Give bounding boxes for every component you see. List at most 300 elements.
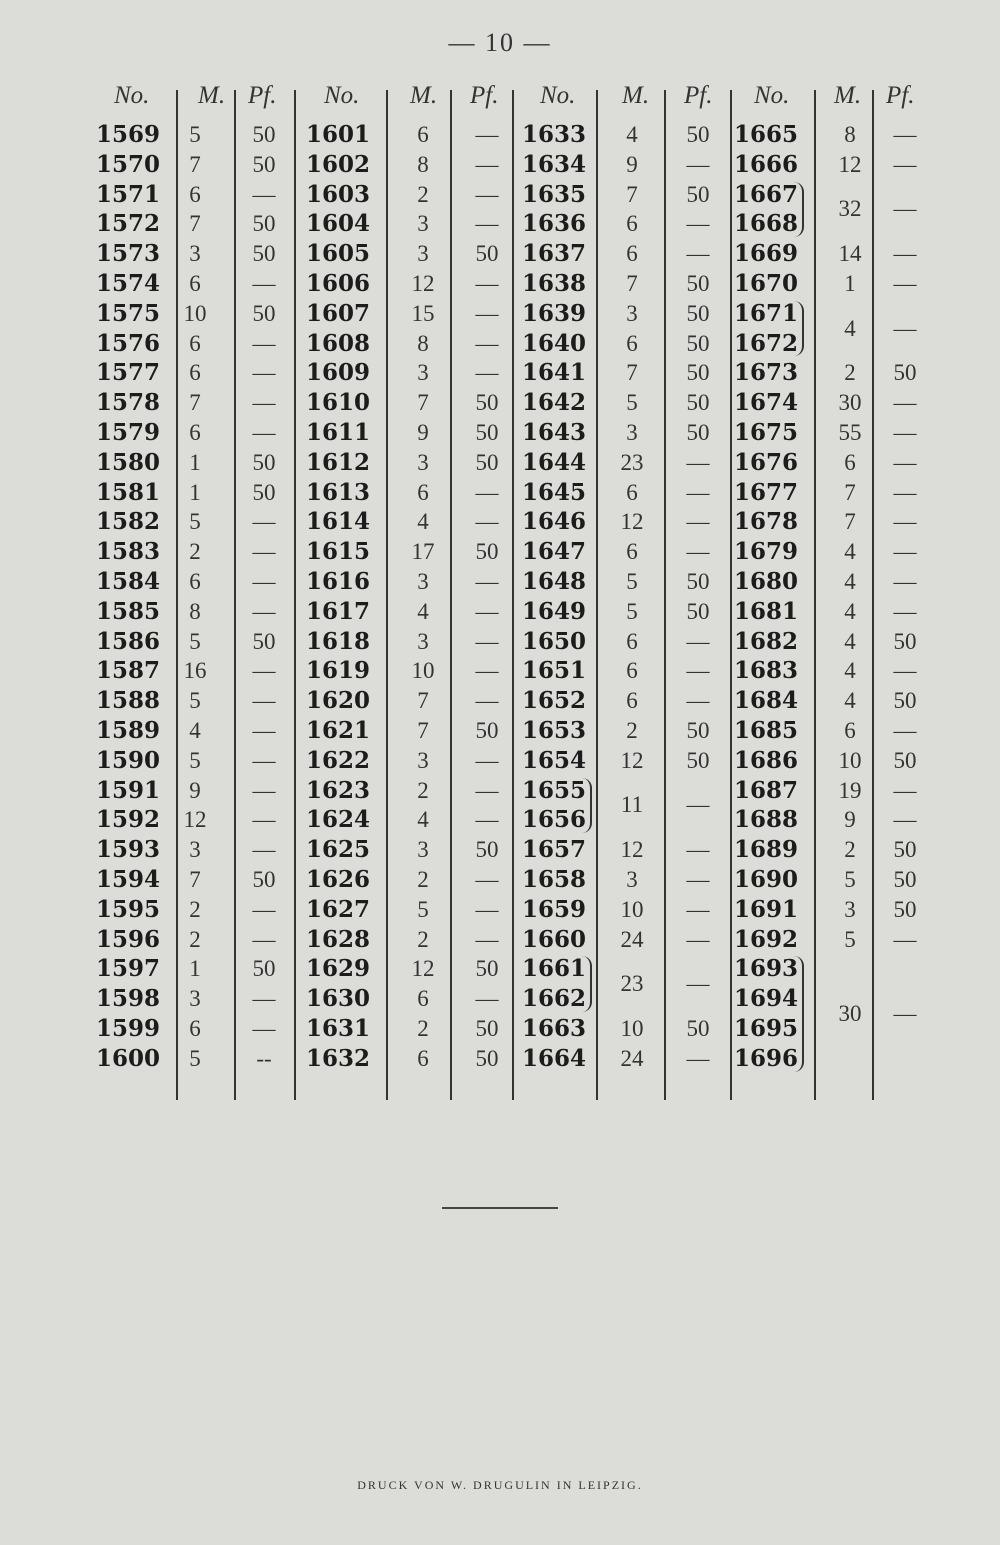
- marks-value: 5: [844, 867, 856, 892]
- pfennig-value: 50: [475, 956, 499, 982]
- marks-value: 6: [189, 420, 201, 445]
- pfennig-value: 50: [252, 211, 276, 237]
- entry-number: 1651: [521, 657, 586, 685]
- marks-value: 23: [620, 449, 644, 475]
- pfennig-value: —: [252, 181, 276, 207]
- pfennig-value: 50: [252, 300, 276, 326]
- column-rule: [294, 90, 296, 1100]
- entry-number: 1658: [521, 866, 586, 893]
- column-rule: [450, 90, 452, 1100]
- pfennig-value: —: [252, 509, 276, 535]
- marks-value: 6: [626, 479, 638, 505]
- entry-number: 1635: [521, 180, 586, 208]
- marks-value: 2: [626, 718, 638, 743]
- marks-value: 2: [417, 777, 429, 803]
- entry-number: 1661: [521, 955, 586, 983]
- entry-number: 1645: [521, 478, 586, 506]
- entry-number: 1634: [521, 150, 586, 178]
- pfennig-value: —: [475, 777, 499, 803]
- marks-value: 10: [838, 747, 862, 773]
- entry-number: 1642: [521, 389, 586, 417]
- marks-value: 55: [838, 420, 862, 445]
- entry-number: 1624: [305, 806, 370, 834]
- marks-value: 4: [844, 539, 856, 565]
- entry-number: 1592: [95, 806, 160, 834]
- pfennig-value: —: [475, 151, 499, 177]
- entry-number: 1639: [521, 299, 586, 327]
- marks-value: 10: [620, 896, 644, 922]
- marks-value: 7: [626, 181, 638, 207]
- marks-value: 7: [417, 390, 429, 416]
- pfennig-value: —: [475, 628, 499, 654]
- entry-number: 1574: [95, 270, 160, 297]
- entry-number: 1633: [521, 121, 586, 148]
- marks-value: 7: [626, 271, 638, 296]
- pfennig-value: —: [252, 1016, 276, 1041]
- entry-number: 1615: [305, 538, 370, 566]
- marks-value: 6: [626, 241, 638, 267]
- marks-value: 2: [417, 1016, 429, 1041]
- pfennig-value: —: [686, 926, 710, 952]
- pfennig-value: 50: [893, 867, 917, 892]
- pfennig-value: —: [893, 777, 917, 803]
- marks-value: 2: [844, 360, 856, 386]
- pfennig-value: —: [893, 449, 917, 475]
- marks-value: 5: [189, 509, 201, 535]
- marks-value: 7: [189, 151, 201, 177]
- entry-number: 1586: [95, 627, 160, 655]
- entry-number: 1601: [305, 121, 370, 148]
- marks-value: 8: [844, 122, 856, 147]
- entry-number: 1643: [521, 419, 586, 446]
- entry-number: 1602: [305, 150, 370, 178]
- marks-value: 4: [844, 658, 856, 684]
- pfennig-value: —: [475, 509, 499, 535]
- entry-number: 1593: [95, 836, 160, 864]
- pfennig-value: —: [686, 628, 710, 654]
- pfennig-value: 50: [686, 181, 710, 207]
- pfennig-value: —: [686, 867, 710, 892]
- entry-number: 1682: [733, 627, 798, 655]
- marks-value: 6: [189, 1016, 201, 1041]
- pfennig-value: —: [252, 360, 276, 386]
- entry-number: 1675: [733, 419, 798, 446]
- pfennig-value: 50: [686, 330, 710, 356]
- pfennig-value: 50: [475, 449, 499, 475]
- pfennig-value: 50: [893, 360, 917, 386]
- entry-number: 1666: [733, 150, 798, 178]
- marks-value: 24: [620, 1045, 644, 1071]
- entry-number: 1646: [521, 508, 586, 536]
- pfennig-value: 50: [686, 390, 710, 416]
- pfennig-value: —: [893, 539, 917, 565]
- marks-value: 4: [844, 569, 856, 594]
- pfennig-value: 50: [475, 390, 499, 416]
- entry-number: 1678: [733, 508, 798, 536]
- pfennig-value: 50: [686, 271, 710, 296]
- pfennig-value: —: [475, 986, 499, 1012]
- pfennig-value: —: [686, 837, 710, 863]
- column-header-pf: Pf.: [886, 82, 915, 109]
- marks-value: 6: [189, 181, 201, 207]
- marks-value: 1: [189, 449, 201, 475]
- marks-value: 6: [417, 1045, 429, 1071]
- marks-value: 2: [417, 926, 429, 952]
- entry-number: 1687: [733, 776, 798, 804]
- pfennig-value: —: [252, 271, 276, 296]
- entry-number: 1688: [733, 806, 798, 834]
- pfennig-value: 50: [686, 122, 710, 147]
- marks-value: 3: [189, 837, 201, 863]
- marks-value: 2: [417, 867, 429, 892]
- entry-number: 1569: [95, 121, 160, 148]
- pfennig-value: 50: [475, 837, 499, 863]
- entry-number: 1683: [733, 657, 798, 685]
- entry-number: 1579: [95, 419, 160, 446]
- marks-value: 2: [189, 539, 201, 565]
- pfennig-value: —: [893, 926, 917, 952]
- pfennig-value: —: [252, 807, 276, 833]
- marks-value: 6: [844, 449, 856, 475]
- marks-value: 12: [620, 837, 644, 863]
- pfennig-value: —: [475, 867, 499, 892]
- marks-value: 3: [417, 241, 429, 267]
- grouping-brace: [582, 956, 592, 1012]
- marks-value: [822, 954, 878, 984]
- group-pfennig-value: —: [893, 196, 917, 222]
- pfennig-value: —: [252, 539, 276, 565]
- group-pfennig-value: —: [893, 315, 917, 341]
- pfennig-value: —: [893, 479, 917, 505]
- pfennig-value: —: [475, 896, 499, 922]
- entry-number: 1596: [95, 925, 160, 953]
- entry-number: 1621: [305, 717, 370, 744]
- marks-value: 3: [417, 747, 429, 773]
- entry-number: 1599: [95, 1015, 160, 1042]
- marks-value: 3: [417, 569, 429, 594]
- entry-number: 1694: [733, 985, 798, 1013]
- column-header-pf: Pf.: [684, 82, 713, 109]
- marks-value: 6: [189, 271, 201, 296]
- grouping-brace: [582, 778, 592, 834]
- marks-value: [822, 1044, 878, 1074]
- marks-value: 2: [844, 837, 856, 863]
- pfennig-value: —: [252, 598, 276, 624]
- entry-number: 1571: [95, 180, 160, 208]
- pfennig-value: —: [893, 390, 917, 416]
- marks-value: 4: [844, 688, 856, 714]
- marks-value: 6: [626, 211, 638, 237]
- pfennig-value: —: [252, 926, 276, 952]
- entry-number: 1572: [95, 210, 160, 238]
- pfennig-value: —: [475, 122, 499, 147]
- marks-value: 6: [189, 330, 201, 356]
- group-pfennig-value: —: [686, 792, 710, 818]
- pfennig-value: —: [686, 479, 710, 505]
- entry-number: 1654: [521, 746, 586, 774]
- pfennig-value: 50: [686, 747, 710, 773]
- pfennig-value: 50: [686, 569, 710, 594]
- entry-number: 1662: [521, 985, 586, 1013]
- column-header-no: No.: [324, 82, 360, 109]
- marks-value: 3: [417, 211, 429, 237]
- pfennig-value: —: [686, 1045, 710, 1071]
- marks-value: 6: [844, 718, 856, 743]
- marks-value: 8: [189, 598, 201, 624]
- entry-number: 1628: [305, 925, 370, 953]
- marks-value: 4: [417, 598, 429, 624]
- entry-number: 1589: [95, 717, 160, 744]
- entry-number: 1576: [95, 329, 160, 357]
- pfennig-value: [880, 1044, 930, 1074]
- column-rule: [664, 90, 666, 1100]
- entry-number: 1638: [521, 270, 586, 297]
- entry-number: 1637: [521, 240, 586, 268]
- entry-number: 1660: [521, 925, 586, 953]
- entry-number: 1653: [521, 717, 586, 744]
- entry-number: 1671: [733, 299, 798, 327]
- marks-value: 15: [411, 300, 435, 326]
- marks-value: 17: [411, 539, 435, 565]
- entry-number: 1607: [305, 299, 370, 327]
- marks-value: 7: [626, 360, 638, 386]
- entry-number: 1663: [521, 1015, 586, 1042]
- marks-value: 12: [411, 271, 435, 296]
- marks-value: 5: [189, 122, 201, 147]
- entry-number: 1685: [733, 717, 798, 744]
- entry-number: 1652: [521, 687, 586, 715]
- pfennig-value: 50: [686, 1016, 710, 1041]
- entry-number: 1631: [305, 1015, 370, 1042]
- column-header-m: M.: [410, 82, 438, 109]
- pfennig-value: —: [252, 658, 276, 684]
- pfennig-value: —: [252, 896, 276, 922]
- pfennig-value: —: [893, 151, 917, 177]
- entry-number: 1696: [733, 1044, 798, 1072]
- entry-number: 1587: [95, 657, 160, 685]
- pfennig-value: —: [686, 509, 710, 535]
- entry-number: 1584: [95, 568, 160, 595]
- closing-rule: [442, 1207, 558, 1209]
- grouping-brace: [794, 182, 804, 238]
- marks-value: 4: [417, 807, 429, 833]
- marks-value: 3: [417, 628, 429, 654]
- entry-number: 1629: [305, 955, 370, 983]
- pfennig-value: 50: [475, 539, 499, 565]
- pfennig-value: —: [475, 479, 499, 505]
- column-header-m: M.: [198, 82, 226, 109]
- entry-number: 1577: [95, 359, 160, 387]
- entry-number: 1580: [95, 448, 160, 476]
- pfennig-value: —: [686, 241, 710, 267]
- pfennig-value: 50: [252, 956, 276, 982]
- entry-number: 1689: [733, 836, 798, 864]
- marks-value: 10: [620, 1016, 644, 1041]
- entry-number: 1581: [95, 478, 160, 506]
- entry-number: 1673: [733, 359, 798, 387]
- marks-value: 14: [838, 241, 862, 267]
- entry-number: 1680: [733, 568, 798, 595]
- pfennig-value: —: [475, 360, 499, 386]
- marks-value: 3: [626, 420, 638, 445]
- entry-number: 1585: [95, 597, 160, 625]
- entry-number: 1575: [95, 299, 160, 327]
- pfennig-value: —: [893, 509, 917, 535]
- pfennig-value: 50: [893, 896, 917, 922]
- column-header-m: M.: [622, 82, 650, 109]
- entry-number: 1648: [521, 568, 586, 595]
- marks-value: 10: [183, 300, 207, 326]
- marks-value: 9: [417, 420, 429, 445]
- pfennig-value: —: [475, 569, 499, 594]
- pfennig-value: 50: [686, 300, 710, 326]
- entry-number: 1590: [95, 746, 160, 774]
- pfennig-value: —: [686, 449, 710, 475]
- entry-number: 1669: [733, 240, 798, 268]
- pfennig-value: 50: [893, 837, 917, 863]
- marks-value: 5: [417, 896, 429, 922]
- column-header-no: No.: [754, 82, 790, 109]
- entry-number: 1656: [521, 806, 586, 834]
- pfennig-value: 50: [475, 241, 499, 267]
- entry-number: 1617: [305, 597, 370, 625]
- marks-value: 3: [417, 449, 429, 475]
- entry-number: 1632: [305, 1044, 370, 1072]
- entry-number: 1626: [305, 866, 370, 893]
- group-marks-value: 23: [620, 971, 644, 997]
- pfennig-value: —: [686, 211, 710, 237]
- pfennig-value: —: [893, 807, 917, 833]
- entry-number: 1691: [733, 895, 798, 923]
- pfennig-value: —: [252, 747, 276, 773]
- pfennig-value: 50: [252, 122, 276, 147]
- pfennig-value: —: [475, 658, 499, 684]
- group-marks-value: 32: [838, 196, 862, 222]
- entry-number: 1684: [733, 687, 798, 715]
- entry-number: 1695: [733, 1015, 798, 1042]
- entry-number: 1612: [305, 448, 370, 476]
- entry-number: 1640: [521, 329, 586, 357]
- marks-value: 3: [844, 896, 856, 922]
- pfennig-value: —: [475, 211, 499, 237]
- entry-number: 1693: [733, 955, 798, 983]
- entry-number: 1630: [305, 985, 370, 1013]
- pfennig-value: 50: [252, 449, 276, 475]
- entry-number: 1681: [733, 597, 798, 625]
- printer-imprint: DRUCK VON W. DRUGULIN IN LEIPZIG.: [357, 1478, 643, 1492]
- marks-value: 12: [620, 509, 644, 535]
- marks-value: 7: [417, 688, 429, 714]
- entry-number: 1618: [305, 627, 370, 655]
- pfennig-value: 50: [252, 241, 276, 267]
- pfennig-value: [880, 954, 930, 984]
- entry-number: 1610: [305, 389, 370, 417]
- marks-value: 4: [189, 718, 201, 743]
- entry-number: 1677: [733, 478, 798, 506]
- marks-value: 19: [838, 777, 862, 803]
- entry-number: 1570: [95, 150, 160, 178]
- entry-number: 1649: [521, 597, 586, 625]
- marks-value: 6: [189, 360, 201, 386]
- pfennig-value: 50: [686, 718, 710, 743]
- pfennig-value: —: [475, 807, 499, 833]
- group-marks-value: 4: [844, 315, 856, 341]
- pfennig-value: 50: [252, 867, 276, 892]
- entry-number: 1641: [521, 359, 586, 387]
- marks-value: 5: [189, 747, 201, 773]
- entry-number: 1604: [305, 210, 370, 238]
- entry-number: 1664: [521, 1044, 586, 1072]
- marks-value: 7: [844, 509, 856, 535]
- column-rule: [512, 90, 514, 1100]
- marks-value: 6: [626, 688, 638, 714]
- marks-value: 9: [626, 151, 638, 177]
- column-header-pf: Pf.: [470, 82, 499, 109]
- marks-value: 3: [626, 867, 638, 892]
- marks-value: 5: [844, 926, 856, 952]
- marks-value: 2: [417, 181, 429, 207]
- pfennig-value: —: [893, 271, 917, 296]
- pfennig-value: —: [252, 777, 276, 803]
- pfennig-value: 50: [893, 688, 917, 714]
- entry-number: 1665: [733, 121, 798, 148]
- marks-value: 8: [417, 151, 429, 177]
- marks-value: 12: [620, 747, 644, 773]
- entry-number: 1636: [521, 210, 586, 238]
- marks-value: 2: [189, 896, 201, 922]
- entry-number: 1625: [305, 836, 370, 864]
- pfennig-value: —: [252, 390, 276, 416]
- pfennig-value: —: [475, 926, 499, 952]
- pfennig-value: —: [893, 718, 917, 743]
- marks-value: 5: [626, 598, 638, 624]
- entry-number: 1690: [733, 866, 798, 893]
- entry-number: 1679: [733, 538, 798, 566]
- entry-number: 1603: [305, 180, 370, 208]
- marks-value: 5: [189, 688, 201, 714]
- marks-value: 7: [844, 479, 856, 505]
- entry-number: 1674: [733, 389, 798, 417]
- column-rule: [234, 90, 236, 1100]
- entry-number: 1605: [305, 240, 370, 268]
- column-rule: [730, 90, 732, 1100]
- pfennig-value: 50: [893, 747, 917, 773]
- entry-number: 1583: [95, 538, 160, 566]
- entry-number: 1623: [305, 776, 370, 804]
- pfennig-value: —: [893, 122, 917, 147]
- column-header-pf: Pf.: [248, 82, 277, 109]
- marks-value: 7: [189, 390, 201, 416]
- entry-number: 1627: [305, 895, 370, 923]
- marks-value: 3: [189, 241, 201, 267]
- entry-number: 1692: [733, 925, 798, 953]
- column-rule: [176, 90, 178, 1100]
- marks-value: 4: [417, 509, 429, 535]
- pfennig-value: 50: [686, 360, 710, 386]
- entry-number: 1573: [95, 240, 160, 268]
- marks-value: 6: [417, 986, 429, 1012]
- pfennig-value: 50: [252, 628, 276, 654]
- entry-number: 1620: [305, 687, 370, 715]
- entry-number: 1609: [305, 359, 370, 387]
- entry-number: 1686: [733, 746, 798, 774]
- entry-number: 1622: [305, 746, 370, 774]
- marks-value: 2: [189, 926, 201, 952]
- pfennig-value: —: [475, 181, 499, 207]
- pfennig-value: 50: [475, 1016, 499, 1041]
- marks-value: 5: [189, 1045, 201, 1071]
- marks-value: 12: [838, 151, 862, 177]
